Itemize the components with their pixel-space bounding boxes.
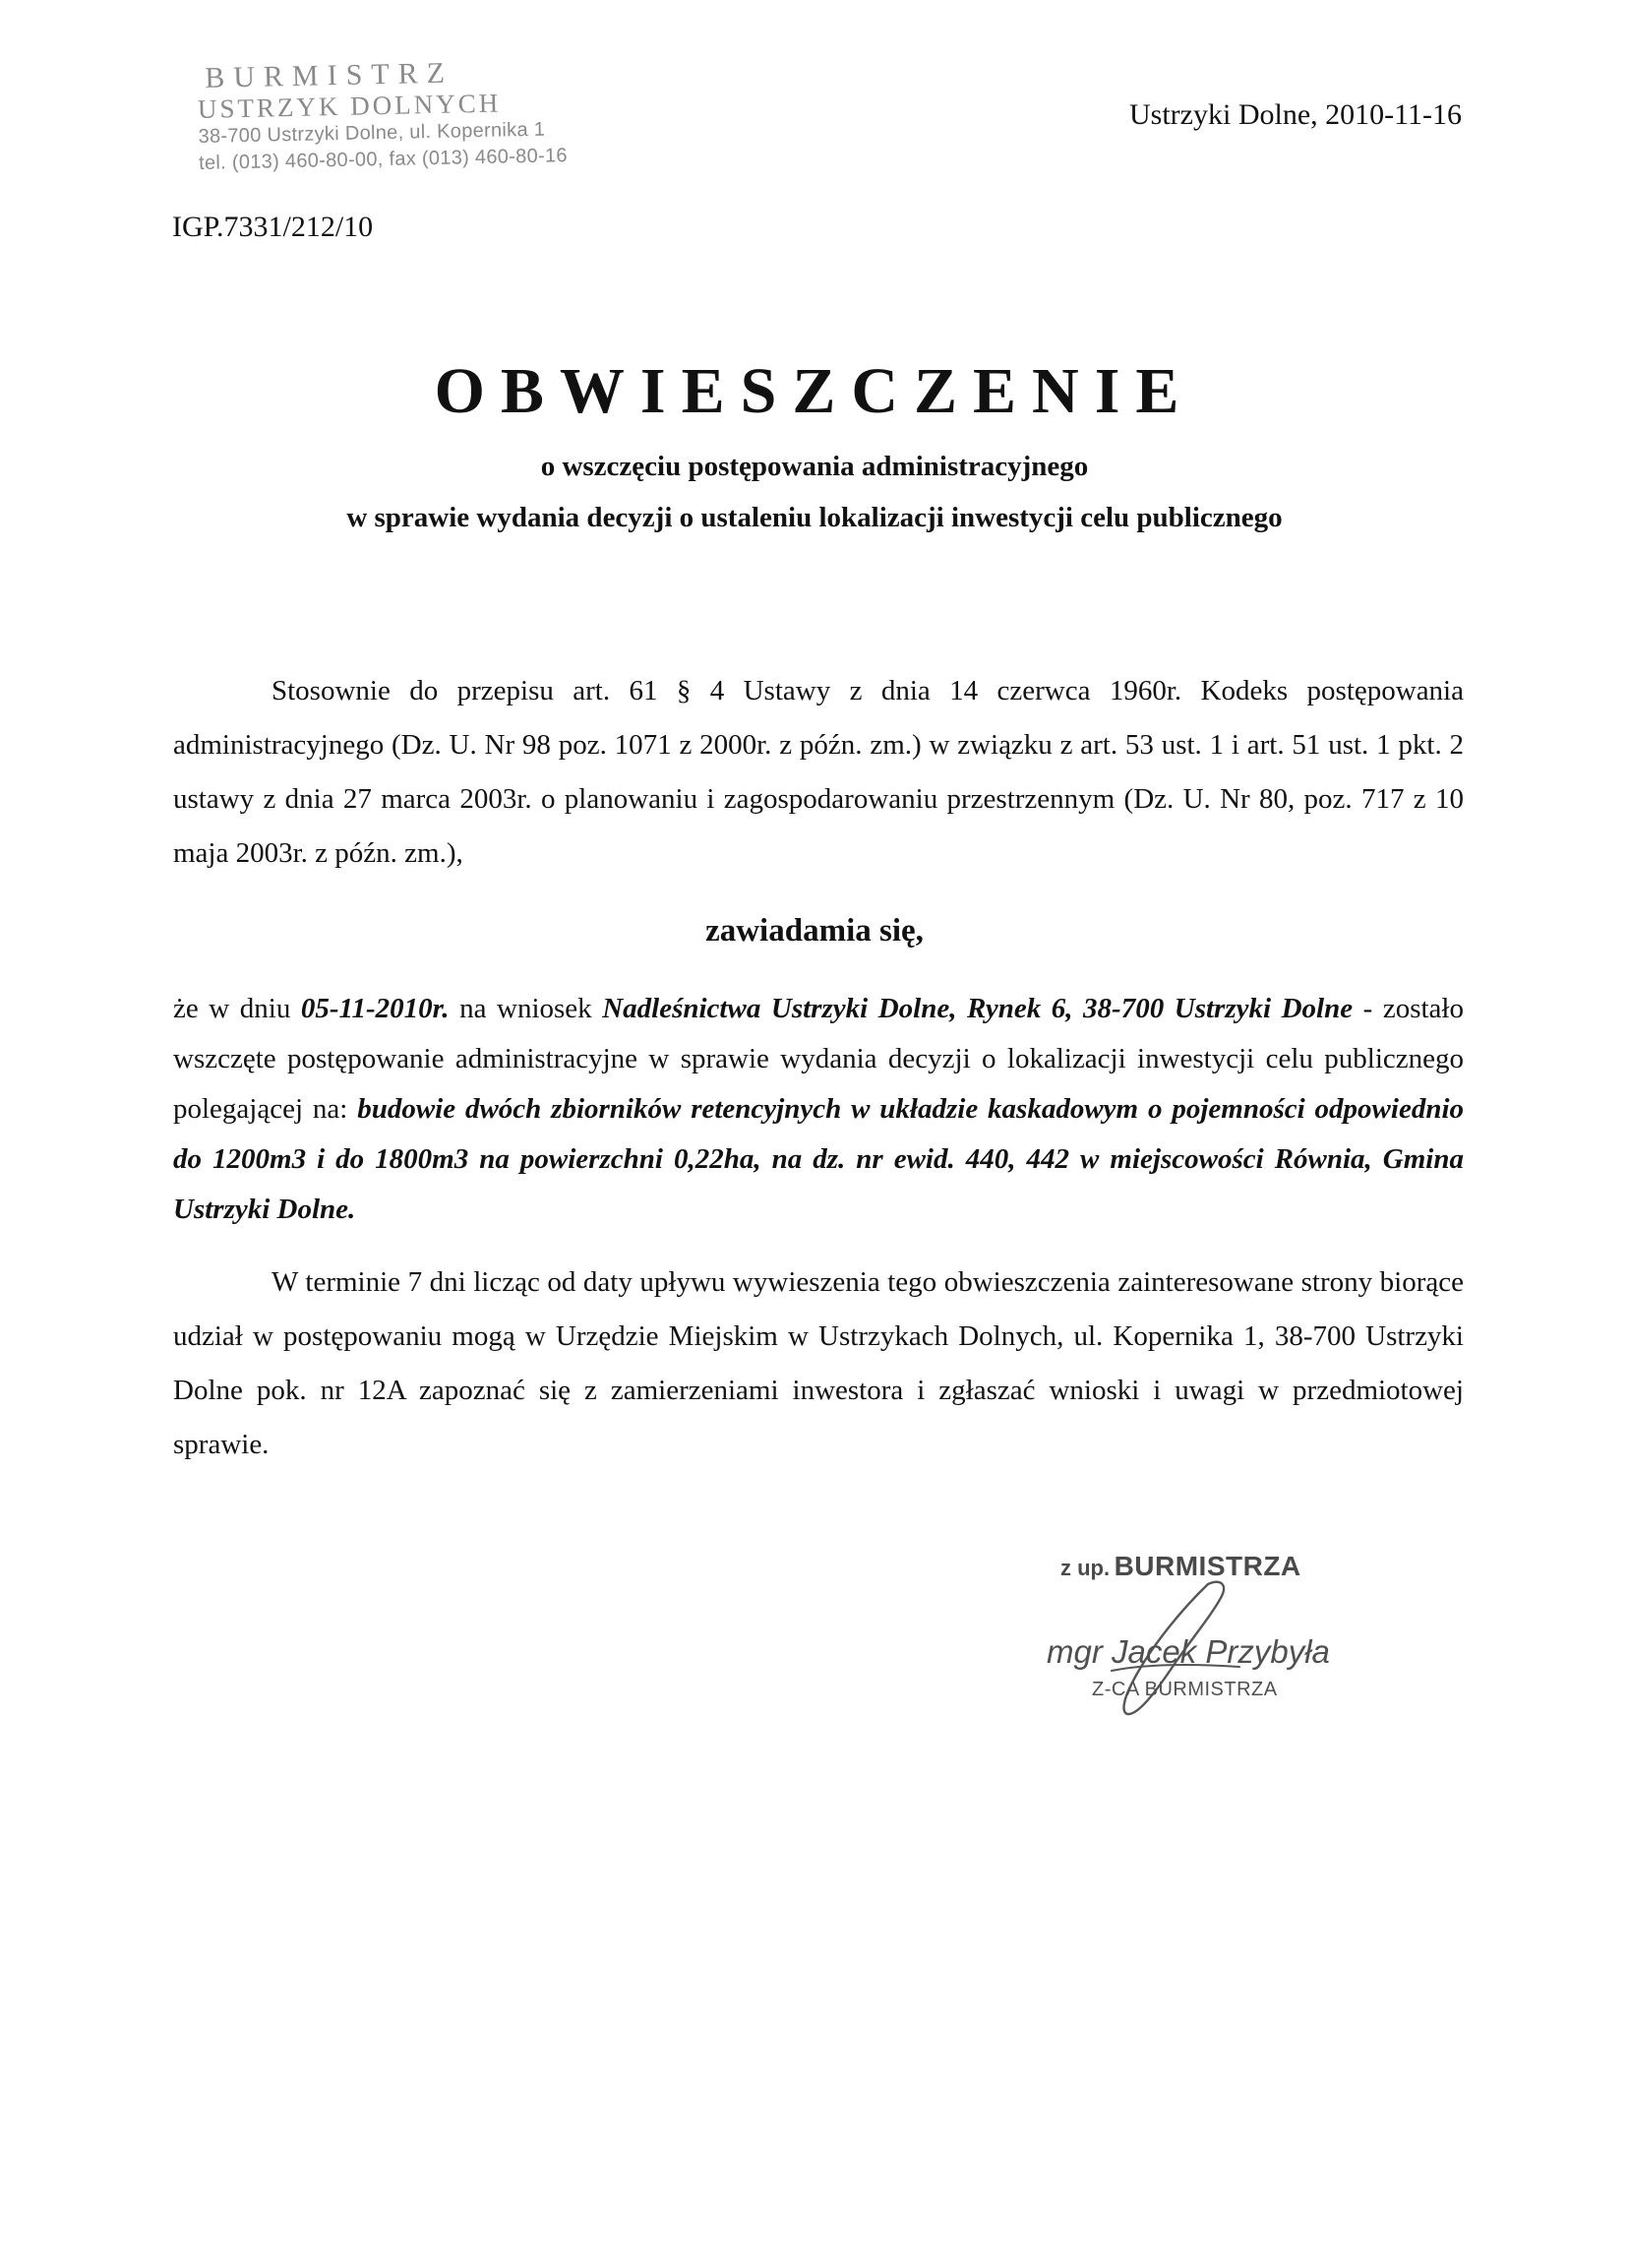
place-date: Ustrzyki Dolne, 2010-11-16 — [1129, 98, 1462, 131]
stamp-subtitle: USTRZYK DOLNYCH — [197, 88, 502, 124]
notice-intro: że w dniu — [173, 993, 301, 1024]
initiation-date: 05-11-2010r. — [300, 993, 450, 1024]
applicant-name: Nadleśnictwa Ustrzyki Dolne, Rynek 6, 38-700 Ustrzyki Dolne — [602, 993, 1354, 1024]
signature-office: BURMISTRZA — [1114, 1551, 1301, 1581]
stamp-title: BURMISTRZ — [204, 56, 454, 94]
announcement-heading: zawiadamia się, — [705, 913, 924, 949]
deadline-paragraph: W terminie 7 dni licząc od daty upływu wywieszenia tego obwieszczenia zainteresowane strony biorące udział w postępowaniu mogą w Urzędzie Miejskim w Ustrzykach Dolnych, ul. Kopernika 1, 38-700 Ustrzyki Dolne pok. nr 12A zapoznać się z zamierzeniami inwestora i zgłaszać wnioski i uwagi w przedmiotowej sprawie. — [173, 1266, 1464, 1460]
signatory-role: Z-CA BURMISTRZA — [1092, 1679, 1278, 1700]
stamp-address: 38-700 Ustrzyki Dolne, ul. Kopernika 1 — [198, 118, 546, 148]
investment-description: budowie dwóch zbiorników retencyjnych w układzie kaskadowym o pojemności odpowiednio do 1200m3 i do 1800m3 na powierzchni 0,22ha, na dz. nr ewid. 440, 442 w miejscowości Równia, Gmina Ustrzyki Dolne. — [173, 1093, 1465, 1225]
official-stamp — [197, 54, 612, 177]
subtitle-line-2: w sprawie wydania decyzji o ustaleniu lokalizacji inwestycji celu publicznego — [346, 502, 1283, 533]
signature-prefix: z up. — [1060, 1556, 1111, 1580]
notice-middle-text: - zostało wszczęte postępowanie administracyjne w sprawie wydania decyzji o lokalizacji inwestycji celu publicznego polegającej na: — [173, 993, 1464, 1125]
legal-basis-paragraph: Stosownie do przepisu art. 61 § 4 Ustawy z dnia 14 czerwca 1960r. Kodeks postępowania administracyjnego (Dz. U. Nr 98 poz. 1071 z 2000r. z późn. zm.) w związku z art. 53 ust. 1 i art. 51 ust. 1 pkt. 2 ustawy z dnia 27 marca 2003r. o planowaniu i zagospodarowaniu przestrzennym (Dz. U. Nr 80, poz. 717 z 10 maja 2003r. z późn. zm.), — [173, 675, 1464, 869]
document-title: OBWIESZCZENIE — [434, 355, 1195, 427]
notice-request-text: na wniosek — [449, 993, 603, 1024]
subtitle-line-1: o wszczęciu postępowania administracyjnego — [540, 451, 1089, 482]
notice-paragraph — [173, 984, 1464, 1235]
stamp-phone: tel. (013) 460-80-00, fax (013) 460-80-16 — [198, 145, 569, 174]
reference-number: IGP.7331/212/10 — [172, 211, 374, 243]
signatory-name: mgr Jacek Przybyła — [1047, 1633, 1330, 1670]
